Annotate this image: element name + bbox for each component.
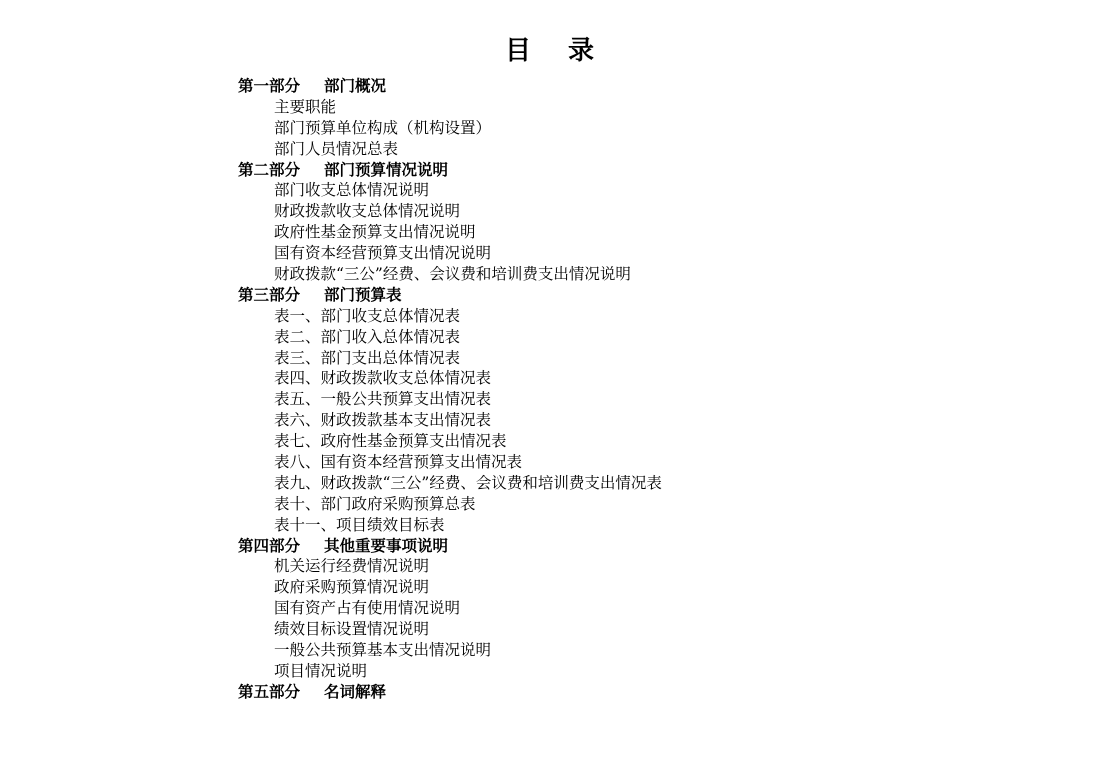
toc-item: 表三、部门支出总体情况表 bbox=[274, 348, 461, 367]
toc-item: 表五、一般公共预算支出情况表 bbox=[274, 390, 492, 409]
section-heading bbox=[238, 76, 858, 97]
section-heading bbox=[238, 285, 858, 306]
section-part-label: 第三部分 bbox=[238, 285, 301, 304]
section-items bbox=[238, 306, 858, 536]
toc-item: 表十一、项目绩效目标表 bbox=[274, 515, 445, 534]
section-part-label: 第四部分 bbox=[238, 536, 301, 555]
toc-item: 项目情况说明 bbox=[274, 661, 368, 680]
section-title: 其他重要事项说明 bbox=[324, 536, 449, 555]
section-title: 部门预算情况说明 bbox=[324, 160, 449, 179]
toc-item: 表八、国有资本经营预算支出情况表 bbox=[274, 453, 523, 472]
toc-item: 财政拨款“三公”经费、会议费和培训费支出情况说明 bbox=[274, 265, 631, 284]
table-of-contents bbox=[238, 76, 858, 703]
toc-item: 国有资本经营预算支出情况说明 bbox=[274, 244, 492, 263]
section-heading bbox=[238, 682, 858, 703]
section-heading bbox=[238, 536, 858, 557]
toc-item: 主要职能 bbox=[274, 97, 337, 116]
toc-item: 绩效目标设置情况说明 bbox=[274, 620, 430, 639]
toc-section-5 bbox=[238, 682, 858, 703]
page-title: 目 录 bbox=[504, 36, 609, 66]
toc-item: 财政拨款收支总体情况说明 bbox=[274, 202, 461, 221]
section-items bbox=[238, 556, 858, 681]
section-title: 名词解释 bbox=[324, 682, 387, 701]
toc-section-2 bbox=[238, 160, 858, 285]
toc-item: 表十、部门政府采购预算总表 bbox=[274, 494, 476, 513]
toc-item: 政府采购预算情况说明 bbox=[274, 578, 430, 597]
section-title: 部门预算表 bbox=[324, 285, 402, 304]
toc-section-4 bbox=[238, 536, 858, 682]
toc-item: 表二、部门收入总体情况表 bbox=[274, 327, 461, 346]
section-heading bbox=[238, 160, 858, 181]
section-part-label: 第一部分 bbox=[238, 77, 301, 95]
toc-item: 表四、财政拨款收支总体情况表 bbox=[274, 369, 492, 388]
toc-item: 表七、政府性基金预算支出情况表 bbox=[274, 432, 507, 451]
section-part-label: 第五部分 bbox=[238, 682, 301, 701]
toc-item: 表一、部门收支总体情况表 bbox=[274, 306, 461, 325]
toc-item: 表六、财政拨款基本支出情况表 bbox=[274, 411, 492, 430]
toc-section-1 bbox=[238, 76, 858, 160]
toc-item: 政府性基金预算支出情况说明 bbox=[274, 223, 476, 242]
toc-item: 表九、财政拨款“三公”经费、会议费和培训费支出情况表 bbox=[274, 473, 662, 492]
toc-item: 部门人员情况总表 bbox=[274, 139, 399, 158]
toc-item: 国有资产占有使用情况说明 bbox=[274, 599, 461, 618]
section-items bbox=[238, 180, 858, 284]
section-title: 部门概况 bbox=[324, 77, 387, 95]
toc-item: 部门预算单位构成（机构设置） bbox=[274, 118, 492, 137]
toc-item: 一般公共预算基本支出情况说明 bbox=[274, 641, 492, 660]
toc-section-3 bbox=[238, 285, 858, 536]
toc-item: 机关运行经费情况说明 bbox=[274, 557, 430, 576]
toc-item: 部门收支总体情况说明 bbox=[274, 181, 430, 200]
section-part-label: 第二部分 bbox=[238, 160, 301, 179]
section-items bbox=[238, 97, 858, 160]
